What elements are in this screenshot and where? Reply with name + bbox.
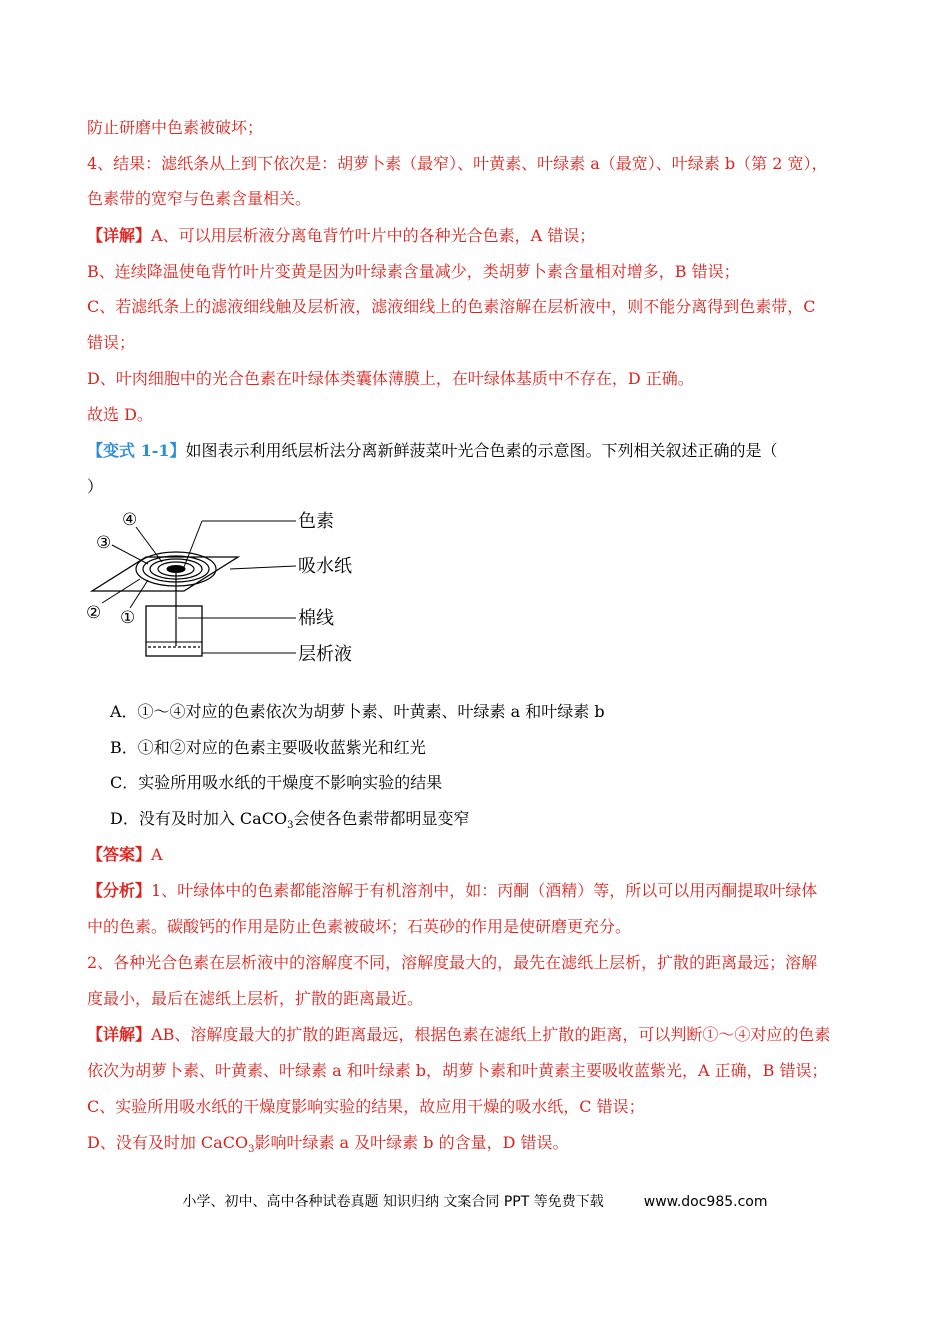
text-line: 依次为胡萝卜素、叶黄素、叶绿素 a 和叶绿素 b，胡萝卜素和叶黄素主要吸收蓝紫光，A 正确，B 错误；	[87, 1061, 828, 1080]
text-line: C、实验所用吸水纸的干燥度影响实验的结果，故应用干燥的吸水纸，C 错误；	[87, 1097, 645, 1116]
label-solvent: 层析液	[298, 644, 352, 665]
answer-value: A	[151, 845, 163, 864]
question-tag: 【变式 1-1】	[87, 441, 186, 460]
answer-line	[87, 844, 163, 866]
marker-2: ②	[86, 603, 102, 623]
option-d-sub: 3	[287, 820, 294, 832]
detail-text: A、可以用层析液分离龟背竹叶片中的各种光合色素，A 错误；	[151, 226, 596, 245]
chromatography-diagram	[80, 500, 380, 680]
text-line: 4、结果：滤纸条从上到下依次是：胡萝卜素（最窄）、叶黄素、叶绿素 a（最宽）、叶绿素 b（第 2 宽），	[87, 154, 828, 173]
detail-line	[87, 225, 595, 247]
page-footer	[0, 1191, 950, 1211]
option-a: A．①～④对应的色素依次为胡萝卜素、叶黄素、叶绿素 a 和叶绿素 b	[110, 702, 605, 721]
label-pigment: 色素	[298, 511, 334, 532]
text-line: 中的色素。碳酸钙的作用是防止色素被破坏；石英砂的作用是使研磨更充分。	[87, 917, 632, 936]
detail2-d-pre: D、没有及时加 CaCO	[87, 1133, 249, 1152]
detail2-d-post: 影响叶绿素 a 及叶绿素 b 的含量，D 错误。	[254, 1133, 569, 1152]
analysis-line	[87, 880, 817, 902]
marker-3: ③	[96, 533, 112, 553]
detail2-d-sub: 3	[248, 1144, 255, 1156]
option-d	[110, 808, 469, 837]
center-spot	[167, 566, 185, 573]
text-line: B、连续降温使龟背竹叶片变黄是因为叶绿素含量减少，类胡萝卜素含量相对增多，B 错误；	[87, 262, 740, 281]
detail2-line	[87, 1024, 830, 1046]
detail-tag: 【详解】	[87, 226, 152, 245]
option-b: B．①和②对应的色素主要吸收蓝紫光和红光	[110, 738, 426, 757]
question-text: 如图表示利用纸层析法分离新鲜菠菜叶光合色素的示意图。下列相关叙述正确的是（	[185, 441, 778, 460]
analysis-tag: 【分析】	[87, 881, 152, 900]
question-line	[87, 440, 778, 462]
analysis-text: 1、叶绿体中的色素都能溶解于有机溶剂中，如：丙酮（酒精）等，所以可以用丙酮提取叶绿体	[151, 881, 818, 900]
text-line: D、叶肉细胞中的光合色素在叶绿体类囊体薄膜上，在叶绿体基质中不存在，D 正确。	[87, 369, 694, 388]
answer-tag: 【答案】	[87, 845, 152, 864]
label-cotton-thread: 棉线	[298, 608, 334, 629]
text-line	[87, 1132, 568, 1161]
option-c: C．实验所用吸水纸的干燥度不影响实验的结果	[110, 773, 443, 792]
text-line: 色素带的宽窄与色素含量相关。	[87, 189, 312, 208]
option-d-post: 会使各色素带都明显变窄	[293, 809, 470, 828]
detail2-tag: 【详解】	[87, 1025, 152, 1044]
marker-leader-3	[112, 545, 148, 564]
label-absorbent-paper: 吸水纸	[298, 556, 352, 577]
marker-1: ①	[120, 608, 136, 628]
marker-4: ④	[122, 510, 138, 530]
text-line: 防止研磨中色素被破坏；	[87, 118, 264, 137]
footer-text: 小学、初中、高中各种试卷真题 知识归纳 文案合同 PPT 等免费下载	[182, 1194, 604, 1210]
text-line: 2、各种光合色素在层析液中的溶解度不同，溶解度最大的，最先在滤纸上层析，扩散的距离最远；溶解	[87, 953, 818, 972]
text-line: 故选 D。	[87, 405, 153, 424]
footer-site-link[interactable]: www.doc985.com	[643, 1194, 768, 1210]
question-paren: ）	[87, 477, 104, 496]
text-line: C、若滤纸条上的滤液细线触及层析液，滤液细线上的色素溶解在层析液中，则不能分离得到色素带，C	[87, 297, 816, 316]
detail2-text: AB、溶解度最大的扩散的距离最远，根据色素在滤纸上扩散的距离，可以判断①～④对应的色素	[151, 1025, 831, 1044]
text-line: 度最小，最后在滤纸上层析，扩散的距离最近。	[87, 989, 424, 1008]
beaker	[146, 606, 202, 656]
leader-paper	[230, 566, 296, 569]
text-line: 错误；	[87, 333, 136, 352]
option-d-pre: D．没有及时加入 CaCO	[110, 809, 288, 828]
